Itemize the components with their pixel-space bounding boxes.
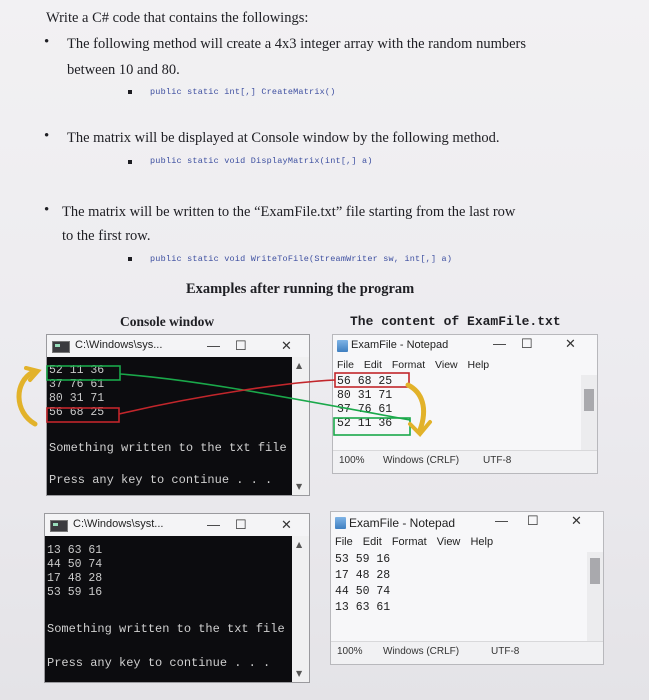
code-display-matrix: public static void DisplayMatrix(int[,] a) — [150, 156, 373, 166]
console-row: 44 50 74 — [47, 558, 103, 571]
close-button[interactable]: ✕ — [571, 513, 582, 528]
notepad-row: 52 11 36 — [337, 417, 393, 430]
red-box-console-row-4 — [47, 408, 119, 422]
notepad-row: 56 68 25 — [337, 375, 393, 388]
code-write-to-file: public static void WriteToFile(StreamWriter sw, int[,] a) — [150, 254, 453, 264]
menu-edit[interactable]: Edit — [362, 536, 382, 548]
red-box-notepad-row-1 — [335, 373, 409, 387]
minimize-button[interactable]: — — [207, 338, 220, 353]
line-ending: Windows (CRLF) — [383, 646, 460, 657]
file-heading: The content of ExamFile.txt — [350, 314, 561, 329]
green-box-console-row-1 — [47, 366, 120, 380]
console-row: 53 59 16 — [47, 586, 103, 599]
menu-view[interactable]: View — [435, 359, 458, 371]
console-row: 56 68 25 — [49, 406, 105, 419]
bullet-dot: • — [44, 202, 50, 218]
item-2-line-1: The matrix will be displayed at Console window by the following method. — [67, 130, 500, 146]
notepad-row: 44 50 74 — [335, 585, 391, 598]
examples-heading: Examples after running the program — [186, 281, 415, 297]
console-row: 37 76 61 — [49, 378, 105, 391]
notepad-row: 17 48 28 — [335, 569, 391, 582]
scroll-up-icon[interactable]: ▲ — [296, 540, 303, 549]
menu-format[interactable]: Format — [391, 536, 427, 548]
menu-format[interactable]: Format — [391, 359, 426, 371]
menu-help[interactable]: Help — [467, 359, 490, 371]
close-button[interactable]: ✕ — [565, 336, 576, 351]
close-button[interactable]: ✕ — [281, 517, 292, 532]
bullet-dot: • — [44, 128, 50, 144]
close-button[interactable]: ✕ — [281, 338, 292, 353]
menu-file[interactable]: File — [337, 359, 354, 371]
line-ending: Windows (CRLF) — [383, 455, 460, 466]
item-3-line-2: to the first row. — [62, 228, 151, 244]
written-message: Something written to the txt file — [47, 622, 285, 636]
console-row: 80 31 71 — [49, 392, 105, 405]
notepad-row: 80 31 71 — [337, 389, 393, 402]
minimize-button[interactable]: — — [207, 517, 220, 532]
scroll-down-icon[interactable]: ▼ — [296, 482, 303, 491]
console-title: C:\Windows\syst... — [73, 518, 164, 530]
red-arrow-line — [119, 380, 335, 414]
scroll-up-icon[interactable]: ▲ — [296, 361, 303, 370]
green-box-notepad-row-4 — [334, 418, 410, 435]
minimize-button[interactable]: — — [495, 513, 508, 528]
console-heading: Console window — [120, 314, 215, 329]
press-key-message: Press any key to continue . . . — [49, 473, 273, 487]
minimize-button[interactable]: — — [493, 336, 506, 351]
scroll-down-icon[interactable]: ▼ — [296, 669, 303, 678]
green-arrow-line — [120, 374, 410, 420]
item-3-line-1: The matrix will be written to the “ExamFile.txt” file starting from the last row — [62, 204, 516, 220]
zoom-level: 100% — [337, 646, 363, 657]
console-row: 17 48 28 — [47, 572, 103, 585]
maximize-button[interactable]: ☐ — [521, 336, 533, 351]
menu-file[interactable]: File — [335, 536, 353, 548]
notepad-row: 13 63 61 — [335, 601, 391, 614]
written-message: Something written to the txt file — [49, 441, 287, 455]
intro-text: Write a C# code that contains the followings: — [46, 10, 309, 26]
notepad-row: 53 59 16 — [335, 553, 391, 566]
item-1-line-2: between 10 and 80. — [67, 62, 180, 78]
bullet-dot: • — [44, 34, 50, 50]
console-row: 52 11 36 — [49, 364, 105, 377]
menu-view[interactable]: View — [436, 536, 461, 548]
maximize-button[interactable]: ☐ — [235, 517, 247, 532]
maximize-button[interactable]: ☐ — [235, 338, 247, 353]
code-create-matrix: public static int[,] CreateMatrix() — [150, 87, 336, 97]
encoding: UTF-8 — [483, 455, 512, 466]
console-row: 13 63 61 — [47, 544, 103, 557]
encoding: UTF-8 — [491, 646, 520, 657]
notepad-title: ExamFile - Notepad — [349, 516, 456, 530]
console-title: C:\Windows\sys... — [75, 339, 163, 351]
menu-help[interactable]: Help — [470, 536, 494, 548]
menu-edit[interactable]: Edit — [363, 359, 382, 371]
item-1-line-1: The following method will create a 4x3 integer array with the random numbers — [67, 36, 527, 52]
press-key-message: Press any key to continue . . . — [47, 656, 271, 670]
notepad-row: 37 76 61 — [337, 403, 393, 416]
zoom-level: 100% — [339, 455, 365, 466]
notepad-title: ExamFile - Notepad — [351, 339, 449, 351]
maximize-button[interactable]: ☐ — [527, 513, 539, 528]
